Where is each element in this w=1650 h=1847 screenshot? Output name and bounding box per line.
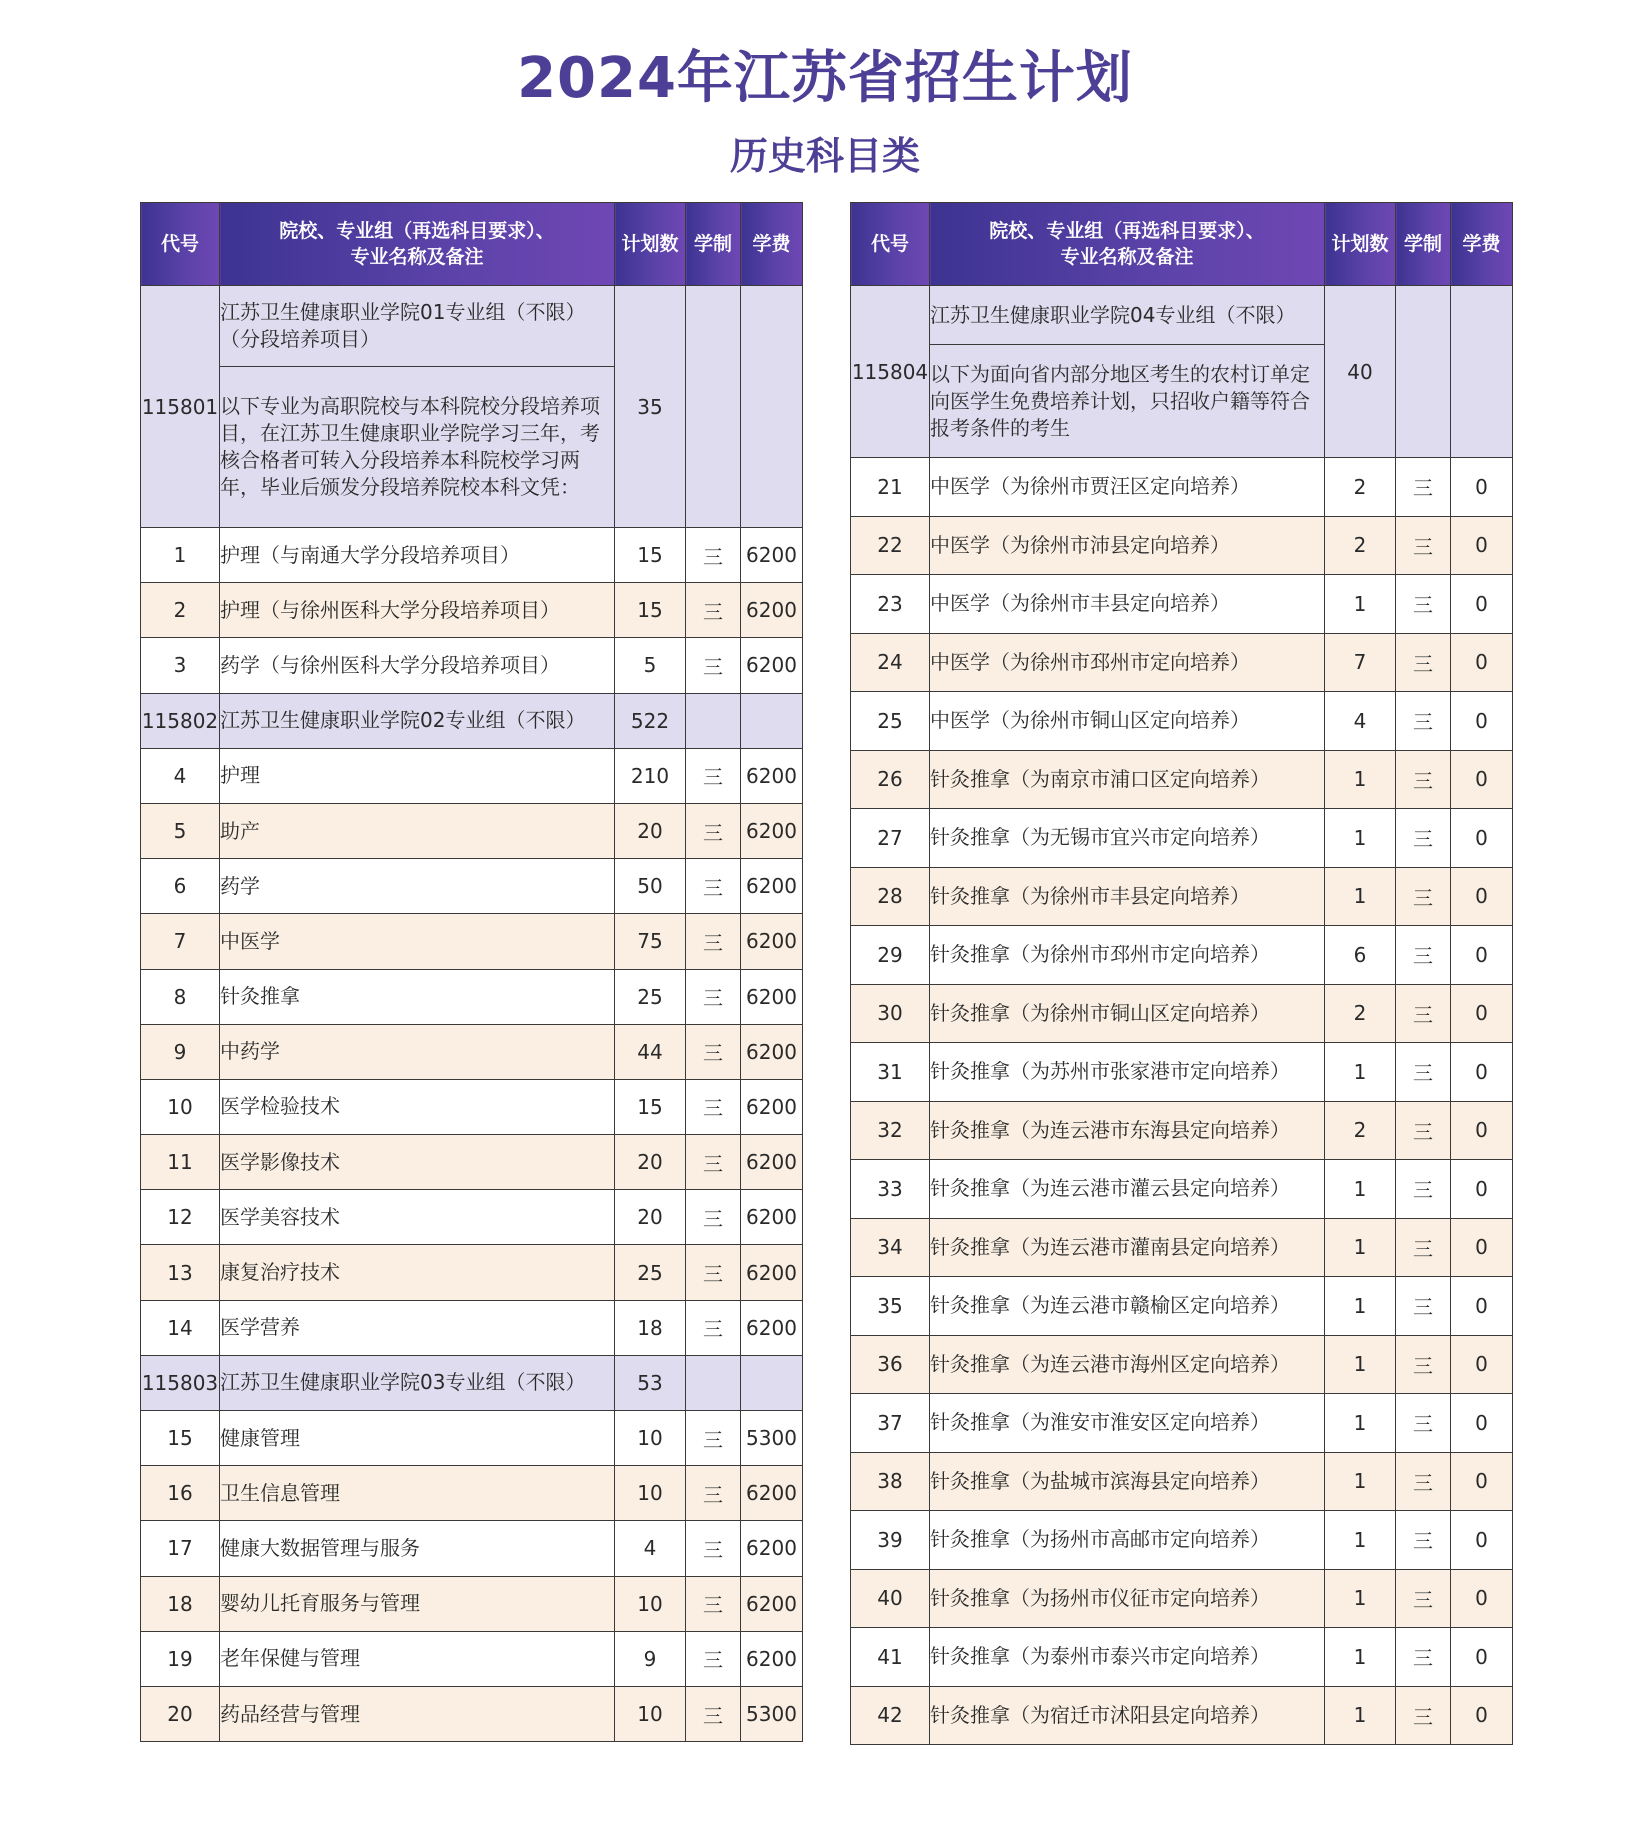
major-name: 中医学（为徐州市沛县定向培养）: [930, 516, 1325, 575]
table-row: [141, 1190, 803, 1245]
duration: 三: [1396, 1569, 1451, 1628]
duration: 三: [686, 1411, 741, 1466]
table-row: [141, 859, 803, 914]
major-name: 针灸推拿（为扬州市仪征市定向培养）: [930, 1569, 1325, 1628]
tuition-fee: 0: [1451, 1686, 1513, 1745]
table-row: [141, 1135, 803, 1190]
major-name: 针灸推拿（为淮安市淮安区定向培养）: [930, 1394, 1325, 1453]
row-number: 34: [851, 1218, 930, 1277]
major-name: 针灸推拿（为无锡市宜兴市定向培养）: [930, 809, 1325, 868]
header-name: [220, 203, 615, 286]
duration: 三: [686, 638, 741, 693]
plan-count: 10: [615, 1576, 686, 1631]
group-name: 江苏卫生健康职业学院03专业组（不限）: [220, 1355, 615, 1410]
tuition-fee: 0: [1451, 984, 1513, 1043]
duration: 三: [1396, 1335, 1451, 1394]
table-row: [851, 1686, 1513, 1745]
row-number: 9: [141, 1024, 220, 1079]
group-fee: [741, 693, 803, 748]
tuition-fee: 6200: [741, 969, 803, 1024]
major-name: 护理: [220, 748, 615, 803]
tuition-fee: 6200: [741, 1300, 803, 1355]
duration: 三: [1396, 1394, 1451, 1453]
duration: 三: [686, 1245, 741, 1300]
group-duration: [686, 1355, 741, 1410]
table-row: [141, 914, 803, 969]
table-row: [851, 516, 1513, 575]
plan-count: 2: [1325, 1101, 1396, 1160]
tuition-fee: 0: [1451, 1569, 1513, 1628]
table-header-row: [851, 203, 1513, 286]
tuition-fee: 6200: [741, 583, 803, 638]
row-number: 26: [851, 750, 930, 809]
table-row: [141, 1079, 803, 1134]
duration: 三: [1396, 633, 1451, 692]
table-row: [851, 1452, 1513, 1511]
major-name: 针灸推拿: [220, 969, 615, 1024]
tuition-fee: 6200: [741, 914, 803, 969]
duration: 三: [1396, 1160, 1451, 1219]
row-number: 31: [851, 1043, 930, 1102]
table-row: [851, 1277, 1513, 1336]
group-plan: 522: [615, 693, 686, 748]
plan-count: 1: [1325, 1335, 1396, 1394]
table-row: [141, 1245, 803, 1300]
duration: 三: [1396, 1628, 1451, 1687]
major-name: 针灸推拿（为连云港市海州区定向培养）: [930, 1335, 1325, 1394]
major-name: 药学（与徐州医科大学分段培养项目）: [220, 638, 615, 693]
row-number: 22: [851, 516, 930, 575]
duration: 三: [686, 1686, 741, 1741]
tuition-fee: 5300: [741, 1686, 803, 1741]
group-fee: [741, 286, 803, 528]
tuition-fee: 0: [1451, 1511, 1513, 1570]
row-number: 5: [141, 803, 220, 858]
tuition-fee: 0: [1451, 516, 1513, 575]
header-name-line1: 院校、专业组（再选科目要求）、: [279, 220, 555, 242]
right-plan-table: [850, 202, 1513, 1745]
duration: 三: [686, 748, 741, 803]
major-name: 针灸推拿（为苏州市张家港市定向培养）: [930, 1043, 1325, 1102]
plan-count: 1: [1325, 1452, 1396, 1511]
duration: 三: [686, 1135, 741, 1190]
duration: 三: [1396, 1511, 1451, 1570]
group-duration: [686, 286, 741, 528]
row-number: 24: [851, 633, 930, 692]
header-duration: 学制: [1396, 203, 1451, 286]
major-name: 针灸推拿（为徐州市邳州市定向培养）: [930, 926, 1325, 985]
row-number: 10: [141, 1079, 220, 1134]
row-number: 29: [851, 926, 930, 985]
row-number: 8: [141, 969, 220, 1024]
plan-count: 1: [1325, 1511, 1396, 1570]
table-header-row: [141, 203, 803, 286]
header-fee: 学费: [741, 203, 803, 286]
tuition-fee: 6200: [741, 528, 803, 583]
header-code: 代号: [141, 203, 220, 286]
plan-count: 1: [1325, 1218, 1396, 1277]
plan-count: 1: [1325, 750, 1396, 809]
major-name: 医学检验技术: [220, 1079, 615, 1134]
major-name: 医学影像技术: [220, 1135, 615, 1190]
tuition-fee: 6200: [741, 859, 803, 914]
tuition-fee: 0: [1451, 1218, 1513, 1277]
table-row: [141, 1631, 803, 1686]
table-row: [851, 1101, 1513, 1160]
duration: 三: [1396, 984, 1451, 1043]
table-row: [851, 1218, 1513, 1277]
major-name: 针灸推拿（为连云港市赣榆区定向培养）: [930, 1277, 1325, 1336]
tuition-fee: 0: [1451, 809, 1513, 868]
plan-count: 4: [615, 1521, 686, 1576]
group-note: 以下专业为高职院校与本科院校分段培养项目，在江苏卫生健康职业学院学习三年，考核合格者可转入分段培养本科院校学习两年，毕业后颁发分段培养院校本科文凭：: [220, 367, 615, 528]
duration: 三: [1396, 809, 1451, 868]
major-name: 医学营养: [220, 1300, 615, 1355]
plan-count: 10: [615, 1411, 686, 1466]
major-name: 针灸推拿（为宿迁市沭阳县定向培养）: [930, 1686, 1325, 1745]
plan-count: 50: [615, 859, 686, 914]
table-row: [141, 528, 803, 583]
row-number: 30: [851, 984, 930, 1043]
table-row: [851, 458, 1513, 517]
tuition-fee: 0: [1451, 1452, 1513, 1511]
row-number: 33: [851, 1160, 930, 1219]
table-row: [851, 926, 1513, 985]
group-plan: 40: [1325, 286, 1396, 458]
plan-count: 2: [1325, 984, 1396, 1043]
tuition-fee: 0: [1451, 1160, 1513, 1219]
duration: 三: [1396, 867, 1451, 926]
plan-count: 7: [1325, 633, 1396, 692]
major-name: 中医学（为徐州市邳州市定向培养）: [930, 633, 1325, 692]
tuition-fee: 0: [1451, 458, 1513, 517]
duration: 三: [686, 1466, 741, 1521]
table-row: [141, 803, 803, 858]
row-number: 14: [141, 1300, 220, 1355]
plan-count: 2: [1325, 458, 1396, 517]
major-name: 药品经营与管理: [220, 1686, 615, 1741]
major-name: 中医学（为徐州市贾汪区定向培养）: [930, 458, 1325, 517]
table-row: [851, 692, 1513, 751]
plan-count: 25: [615, 969, 686, 1024]
row-number: 40: [851, 1569, 930, 1628]
plan-count: 75: [615, 914, 686, 969]
plan-count: 15: [615, 1079, 686, 1134]
tuition-fee: 6200: [741, 1079, 803, 1134]
plan-count: 1: [1325, 1277, 1396, 1336]
group-row: [141, 286, 803, 367]
duration: 三: [686, 1190, 741, 1245]
duration: 三: [1396, 1101, 1451, 1160]
major-name: 医学美容技术: [220, 1190, 615, 1245]
plan-count: 9: [615, 1631, 686, 1686]
row-number: 3: [141, 638, 220, 693]
table-row: [851, 633, 1513, 692]
major-name: 中药学: [220, 1024, 615, 1079]
left-plan-table: [140, 202, 803, 1742]
table-row: [851, 750, 1513, 809]
row-number: 1: [141, 528, 220, 583]
tuition-fee: 0: [1451, 1101, 1513, 1160]
major-name: 卫生信息管理: [220, 1466, 615, 1521]
major-name: 中医学（为徐州市铜山区定向培养）: [930, 692, 1325, 751]
duration: 三: [1396, 926, 1451, 985]
tuition-fee: 6200: [741, 1245, 803, 1300]
table-row: [141, 638, 803, 693]
duration: 三: [686, 1631, 741, 1686]
table-row: [141, 969, 803, 1024]
tuition-fee: 0: [1451, 750, 1513, 809]
tuition-fee: 0: [1451, 867, 1513, 926]
tuition-fee: 6200: [741, 638, 803, 693]
tuition-fee: 0: [1451, 1043, 1513, 1102]
plan-count: 1: [1325, 1043, 1396, 1102]
table-row: [851, 1043, 1513, 1102]
plan-count: 1: [1325, 1160, 1396, 1219]
row-number: 25: [851, 692, 930, 751]
tuition-fee: 0: [1451, 575, 1513, 634]
plan-count: 1: [1325, 575, 1396, 634]
plan-count: 15: [615, 528, 686, 583]
group-duration: [686, 693, 741, 748]
header-fee: 学费: [1451, 203, 1513, 286]
plan-count: 6: [1325, 926, 1396, 985]
header-name-line2: 专业名称及备注: [1060, 246, 1194, 268]
plan-count: 44: [615, 1024, 686, 1079]
tuition-fee: 5300: [741, 1411, 803, 1466]
major-name: 中医学: [220, 914, 615, 969]
duration: 三: [1396, 575, 1451, 634]
row-number: 41: [851, 1628, 930, 1687]
group-row: [851, 286, 1513, 345]
row-number: 23: [851, 575, 930, 634]
plan-count: 1: [1325, 867, 1396, 926]
duration: 三: [1396, 750, 1451, 809]
group-note: 以下为面向省内部分地区考生的农村订单定向医学生免费培养计划，只招收户籍等符合报考条件的考生: [930, 345, 1325, 458]
table-row: [851, 1628, 1513, 1687]
row-number: 2: [141, 583, 220, 638]
table-row: [851, 1511, 1513, 1570]
tuition-fee: 0: [1451, 926, 1513, 985]
tuition-fee: 0: [1451, 633, 1513, 692]
row-number: 17: [141, 1521, 220, 1576]
plan-count: 1: [1325, 1628, 1396, 1687]
group-name: 江苏卫生健康职业学院02专业组（不限）: [220, 693, 615, 748]
duration: 三: [686, 969, 741, 1024]
major-name: 护理（与徐州医科大学分段培养项目）: [220, 583, 615, 638]
major-name: 老年保健与管理: [220, 1631, 615, 1686]
major-name: 针灸推拿（为徐州市铜山区定向培养）: [930, 984, 1325, 1043]
row-number: 32: [851, 1101, 930, 1160]
plan-count: 20: [615, 803, 686, 858]
table-row: [851, 1569, 1513, 1628]
major-name: 针灸推拿（为南京市浦口区定向培养）: [930, 750, 1325, 809]
group-name: 江苏卫生健康职业学院01专业组（不限）（分段培养项目）: [220, 286, 615, 367]
major-name: 婴幼儿托育服务与管理: [220, 1576, 615, 1631]
tuition-fee: 6200: [741, 803, 803, 858]
plan-count: 5: [615, 638, 686, 693]
tuition-fee: 6200: [741, 748, 803, 803]
major-name: 针灸推拿（为连云港市灌云县定向培养）: [930, 1160, 1325, 1219]
table-row: [141, 1686, 803, 1741]
tuition-fee: 6200: [741, 1576, 803, 1631]
header-name: [930, 203, 1325, 286]
major-name: 针灸推拿（为盐城市滨海县定向培养）: [930, 1452, 1325, 1511]
tuition-fee: 0: [1451, 1628, 1513, 1687]
table-row: [141, 1024, 803, 1079]
plan-count: 1: [1325, 1569, 1396, 1628]
plan-count: 4: [1325, 692, 1396, 751]
duration: 三: [686, 914, 741, 969]
major-name: 护理（与南通大学分段培养项目）: [220, 528, 615, 583]
group-row: [141, 1355, 803, 1410]
row-number: 27: [851, 809, 930, 868]
group-plan: 53: [615, 1355, 686, 1410]
major-name: 针灸推拿（为连云港市东海县定向培养）: [930, 1101, 1325, 1160]
row-number: 6: [141, 859, 220, 914]
header-duration: 学制: [686, 203, 741, 286]
row-number: 11: [141, 1135, 220, 1190]
tuition-fee: 0: [1451, 1335, 1513, 1394]
row-number: 15: [141, 1411, 220, 1466]
duration: 三: [1396, 1218, 1451, 1277]
duration: 三: [686, 1300, 741, 1355]
tuition-fee: 6200: [741, 1024, 803, 1079]
tuition-fee: 0: [1451, 1277, 1513, 1336]
group-code: 115803: [141, 1355, 220, 1410]
row-number: 7: [141, 914, 220, 969]
major-name: 健康大数据管理与服务: [220, 1521, 615, 1576]
tuition-fee: 6200: [741, 1190, 803, 1245]
plan-count: 18: [615, 1300, 686, 1355]
plan-count: 25: [615, 1245, 686, 1300]
group-fee: [1451, 286, 1513, 458]
major-name: 针灸推拿（为扬州市高邮市定向培养）: [930, 1511, 1325, 1570]
row-number: 37: [851, 1394, 930, 1453]
table-row: [851, 1394, 1513, 1453]
row-number: 21: [851, 458, 930, 517]
major-name: 药学: [220, 859, 615, 914]
row-number: 4: [141, 748, 220, 803]
plan-count: 1: [1325, 809, 1396, 868]
major-name: 助产: [220, 803, 615, 858]
plan-count: 20: [615, 1190, 686, 1245]
major-name: 康复治疗技术: [220, 1245, 615, 1300]
table-row: [851, 984, 1513, 1043]
duration: 三: [686, 1024, 741, 1079]
major-name: 针灸推拿（为徐州市丰县定向培养）: [930, 867, 1325, 926]
major-name: 针灸推拿（为泰州市泰兴市定向培养）: [930, 1628, 1325, 1687]
row-number: 13: [141, 1245, 220, 1300]
duration: 三: [686, 583, 741, 638]
row-number: 38: [851, 1452, 930, 1511]
duration: 三: [686, 859, 741, 914]
row-number: 39: [851, 1511, 930, 1570]
row-number: 36: [851, 1335, 930, 1394]
header-name-line1: 院校、专业组（再选科目要求）、: [989, 220, 1265, 242]
table-row: [851, 1160, 1513, 1219]
header-code: 代号: [851, 203, 930, 286]
duration: 三: [686, 1576, 741, 1631]
plan-count: 20: [615, 1135, 686, 1190]
tuition-fee: 6200: [741, 1135, 803, 1190]
plan-count: 2: [1325, 516, 1396, 575]
duration: 三: [1396, 1277, 1451, 1336]
tuition-fee: 6200: [741, 1521, 803, 1576]
group-code: 115801: [141, 286, 220, 528]
table-row: [141, 1521, 803, 1576]
row-number: 42: [851, 1686, 930, 1745]
tuition-fee: 0: [1451, 1394, 1513, 1453]
plan-count: 210: [615, 748, 686, 803]
page-subtitle: 历史科目类: [729, 134, 920, 178]
tuition-fee: 6200: [741, 1631, 803, 1686]
group-fee: [741, 1355, 803, 1410]
page-title: 2024年江苏省招生计划: [517, 46, 1133, 111]
row-number: 18: [141, 1576, 220, 1631]
table-row: [851, 575, 1513, 634]
major-name: 健康管理: [220, 1411, 615, 1466]
header-plan: 计划数: [615, 203, 686, 286]
group-code: 115804: [851, 286, 930, 458]
major-name: 针灸推拿（为连云港市灌南县定向培养）: [930, 1218, 1325, 1277]
header-name-line2: 专业名称及备注: [350, 246, 484, 268]
group-code: 115802: [141, 693, 220, 748]
table-row: [141, 583, 803, 638]
row-number: 20: [141, 1686, 220, 1741]
group-row: [141, 693, 803, 748]
tuition-fee: 0: [1451, 692, 1513, 751]
duration: 三: [686, 1521, 741, 1576]
table-row: [141, 1300, 803, 1355]
plan-count: 1: [1325, 1394, 1396, 1453]
plan-count: 10: [615, 1466, 686, 1521]
table-row: [141, 1576, 803, 1631]
major-name: 中医学（为徐州市丰县定向培养）: [930, 575, 1325, 634]
group-name: 江苏卫生健康职业学院04专业组（不限）: [930, 286, 1325, 345]
table-row: [851, 1335, 1513, 1394]
duration: 三: [1396, 692, 1451, 751]
duration: 三: [686, 803, 741, 858]
group-duration: [1396, 286, 1451, 458]
duration: 三: [686, 528, 741, 583]
duration: 三: [1396, 1452, 1451, 1511]
plan-count: 1: [1325, 1686, 1396, 1745]
table-row: [141, 1466, 803, 1521]
duration: 三: [1396, 1686, 1451, 1745]
duration: 三: [1396, 458, 1451, 517]
plan-count: 15: [615, 583, 686, 638]
row-number: 35: [851, 1277, 930, 1336]
header-plan: 计划数: [1325, 203, 1396, 286]
table-row: [141, 1411, 803, 1466]
table-row: [141, 748, 803, 803]
row-number: 12: [141, 1190, 220, 1245]
table-row: [851, 809, 1513, 868]
duration: 三: [1396, 1043, 1451, 1102]
row-number: 16: [141, 1466, 220, 1521]
duration: 三: [686, 1079, 741, 1134]
duration: 三: [1396, 516, 1451, 575]
row-number: 19: [141, 1631, 220, 1686]
group-plan: 35: [615, 286, 686, 528]
table-row: [851, 867, 1513, 926]
tuition-fee: 6200: [741, 1466, 803, 1521]
row-number: 28: [851, 867, 930, 926]
plan-count: 10: [615, 1686, 686, 1741]
